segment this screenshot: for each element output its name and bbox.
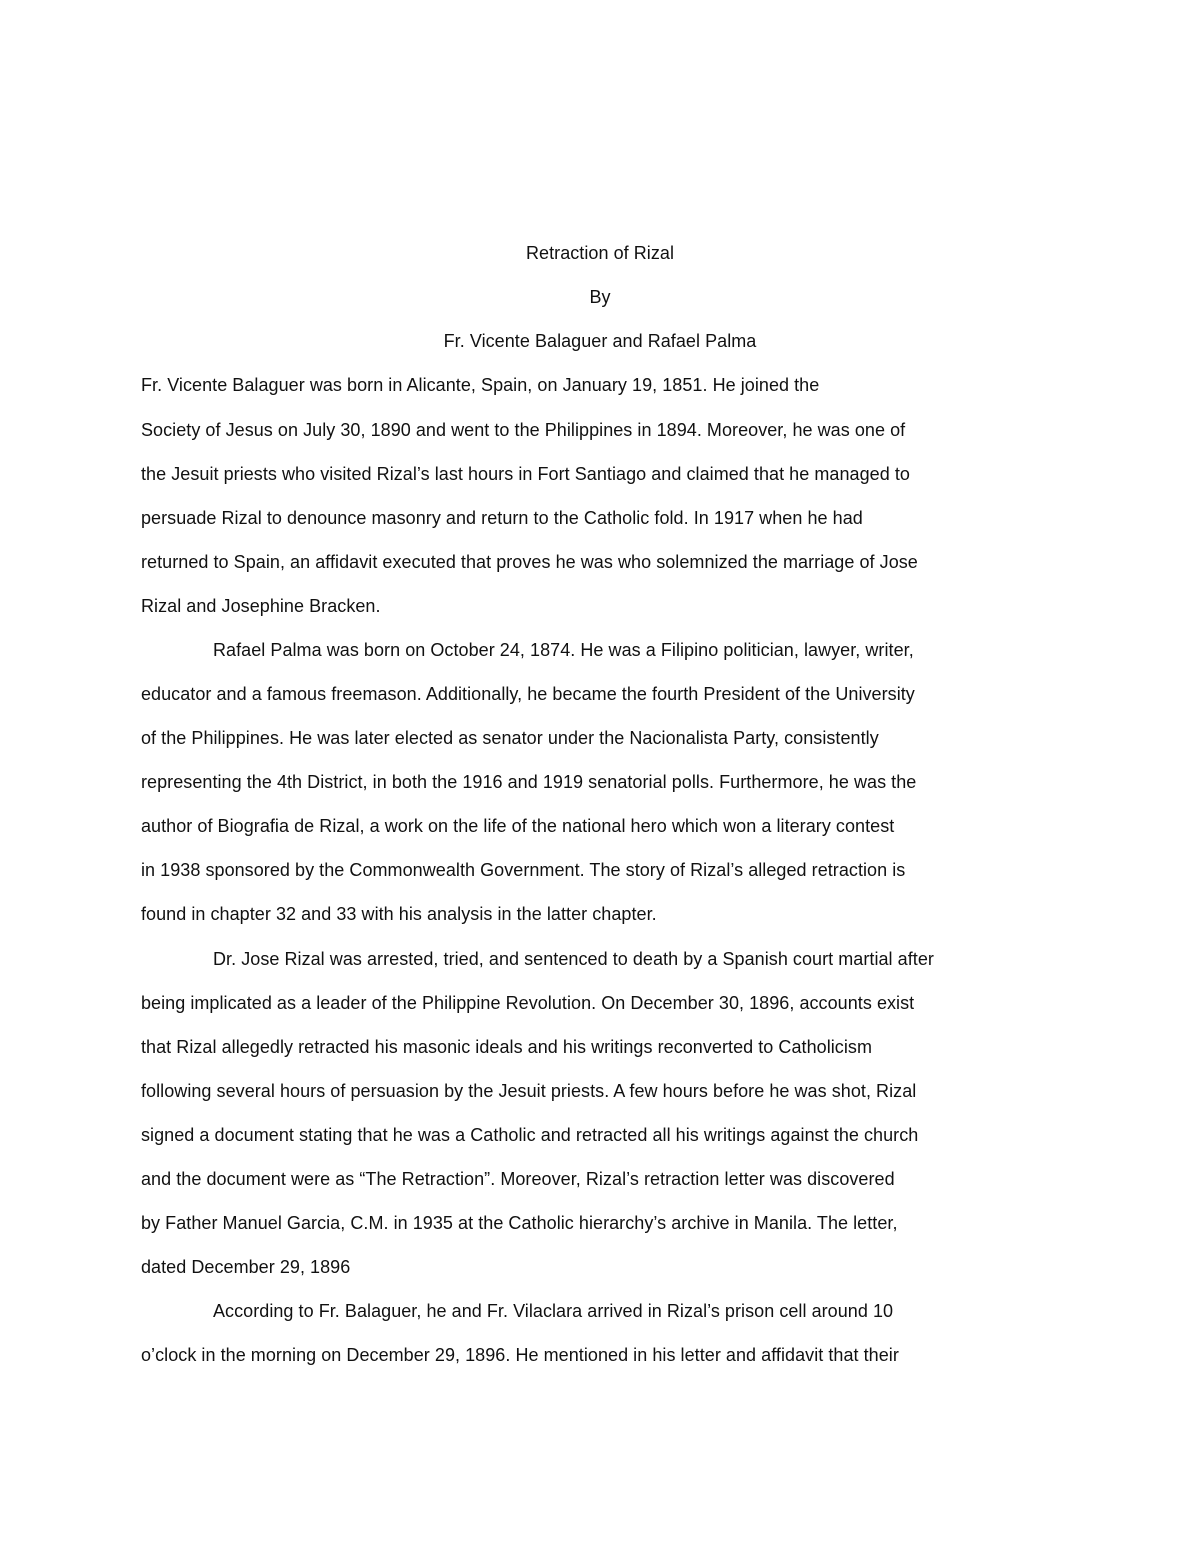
paragraph-line: by Father Manuel Garcia, C.M. in 1935 at the Catholic hierarchy’s archive in Manila. The letter, bbox=[141, 1213, 898, 1233]
paragraph-line: o’clock in the morning on December 29, 1896. He mentioned in his letter and affidavit that their bbox=[141, 1345, 899, 1365]
paragraph-line: of the Philippines. He was later elected as senator under the Nacionalista Party, consistently bbox=[141, 728, 879, 748]
authors-line: Fr. Vicente Balaguer and Rafael Palma bbox=[443, 331, 757, 351]
paragraph-line: author of Biografia de Rizal, a work on the life of the national hero which won a literary contest bbox=[141, 816, 895, 836]
paragraph-line: dated December 29, 1896 bbox=[141, 1257, 351, 1277]
paragraph-line: found in chapter 32 and 33 with his analysis in the latter chapter. bbox=[141, 904, 657, 924]
paragraph-line: the Jesuit priests who visited Rizal’s last hours in Fort Santiago and claimed that he managed to bbox=[141, 464, 910, 484]
paragraph-line: educator and a famous freemason. Additionally, he became the fourth President of the University bbox=[141, 684, 915, 704]
byline-label: By bbox=[589, 287, 611, 307]
paragraph-line: Rizal and Josephine Bracken. bbox=[141, 596, 381, 616]
paragraph-line: According to Fr. Balaguer, he and Fr. Vilaclara arrived in Rizal’s prison cell around 10 bbox=[213, 1301, 894, 1321]
paragraph-line: Dr. Jose Rizal was arrested, tried, and sentenced to death by a Spanish court martial after bbox=[213, 949, 934, 969]
paragraph-line: being implicated as a leader of the Philippine Revolution. On December 30, 1896, accounts exist bbox=[141, 993, 915, 1013]
paragraph-line: Rafael Palma was born on October 24, 1874. He was a Filipino politician, lawyer, writer, bbox=[213, 640, 914, 660]
paragraph-line: Fr. Vicente Balaguer was born in Alicante, Spain, on January 19, 1851. He joined the bbox=[141, 375, 820, 395]
paragraph-line: following several hours of persuasion by the Jesuit priests. A few hours before he was shot, Rizal bbox=[141, 1081, 917, 1101]
document-title: Retraction of Rizal bbox=[525, 243, 674, 263]
paragraph-line: and the document were as “The Retraction”. Moreover, Rizal’s retraction letter was discovered bbox=[141, 1169, 895, 1189]
paragraph-line: in 1938 sponsored by the Commonwealth Government. The story of Rizal’s alleged retraction is bbox=[141, 860, 906, 880]
paragraph-line: that Rizal allegedly retracted his masonic ideals and his writings reconverted to Catholicism bbox=[141, 1037, 872, 1057]
paragraph-line: persuade Rizal to denounce masonry and return to the Catholic fold. In 1917 when he had bbox=[141, 508, 863, 528]
paragraph-line: Society of Jesus on July 30, 1890 and went to the Philippines in 1894. Moreover, he was one of bbox=[141, 420, 906, 440]
paragraph-line: signed a document stating that he was a Catholic and retracted all his writings against the church bbox=[141, 1125, 919, 1145]
paragraph-line: returned to Spain, an affidavit executed that proves he was who solemnized the marriage of Jose bbox=[141, 552, 918, 572]
paragraph-line: representing the 4th District, in both the 1916 and 1919 senatorial polls. Furthermore, he was the bbox=[141, 772, 917, 792]
